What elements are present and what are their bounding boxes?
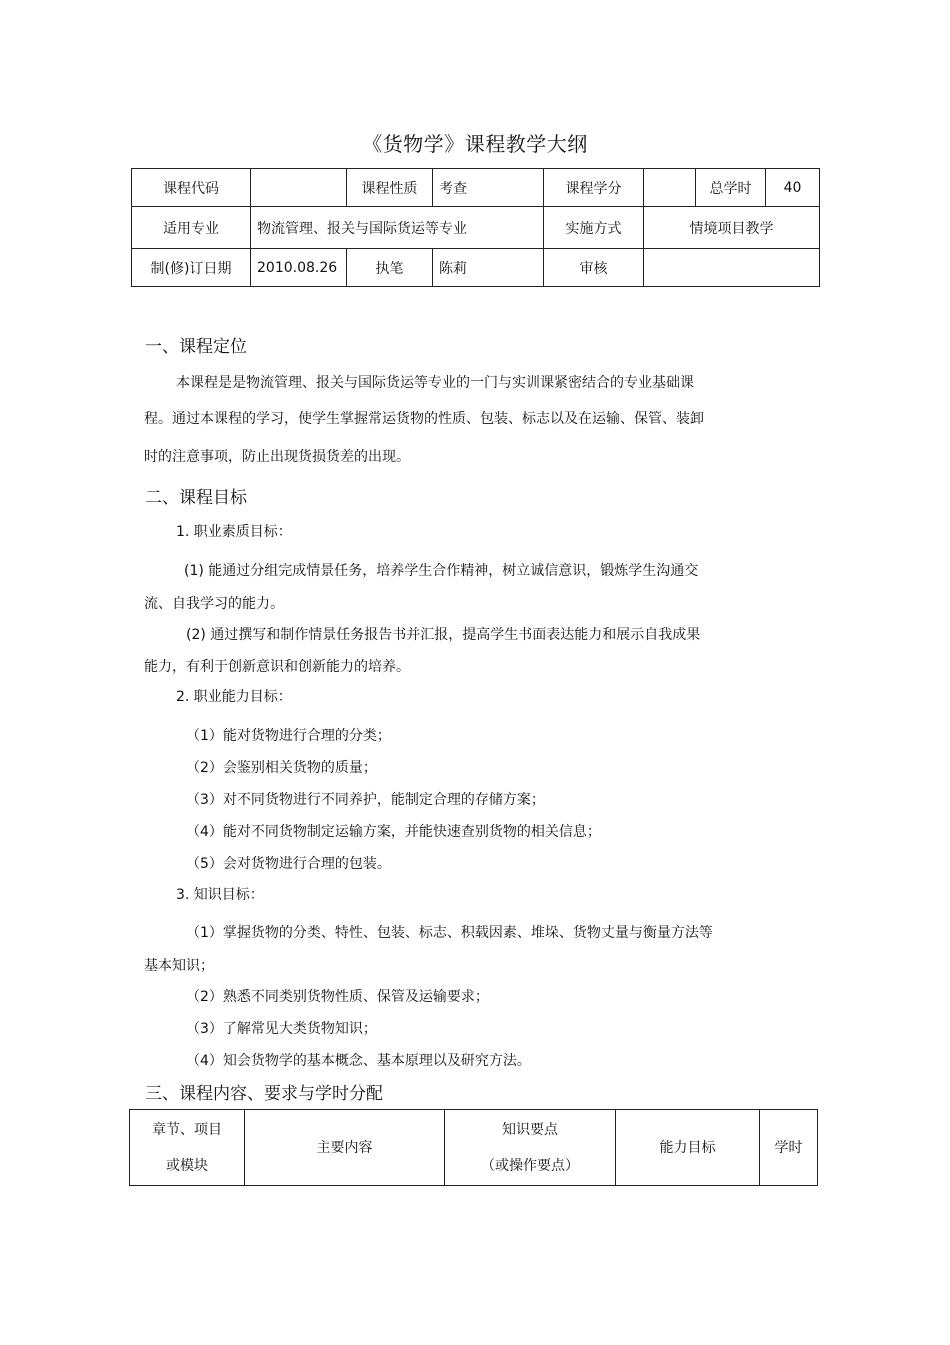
list-item: 基本知识； — [144, 958, 214, 974]
paragraph-line: 时的注意事项，防止出现货损货差的出现。 — [144, 449, 410, 465]
column-header-ability-goals: 能力目标 — [616, 1110, 760, 1186]
revision-date-label: 制(修)订日期 — [132, 249, 251, 287]
list-item: （4）能对不同货物制定运输方案，并能快速查别货物的相关信息； — [186, 824, 601, 840]
applicable-major-label: 适用专业 — [132, 207, 251, 249]
column-header-knowledge-points — [445, 1110, 616, 1186]
course-credit-label: 课程学分 — [544, 169, 644, 207]
course-nature-label: 课程性质 — [347, 169, 433, 207]
reviewer-value — [644, 249, 820, 287]
course-code-label: 课程代码 — [132, 169, 251, 207]
column-header-chapter — [130, 1110, 245, 1186]
list-item: （3）了解常见大类货物知识； — [186, 1021, 377, 1037]
implementation-method-value: 情境项目教学 — [644, 207, 820, 249]
course-code-value — [251, 169, 347, 207]
section-heading-course-positioning: 一、课程定位 — [145, 337, 247, 357]
list-item: （2）会鉴别相关货物的质量； — [186, 760, 377, 776]
implementation-method-label: 实施方式 — [544, 207, 644, 249]
table-row — [132, 207, 820, 249]
reviewer-label: 审核 — [544, 249, 644, 287]
subheading-knowledge: 3. 知识目标： — [176, 887, 264, 903]
author-value: 陈莉 — [433, 249, 544, 287]
column-header-knowledge-line2: （或操作要点） — [481, 1157, 579, 1174]
course-content-table — [129, 1109, 818, 1186]
paragraph-line: 能力，有利于创新意识和创新能力的培养。 — [144, 659, 410, 675]
paragraph-line: 程。通过本课程的学习，使学生掌握常运货物的性质、包装、标志以及在运输、保管、装卸 — [144, 411, 704, 427]
course-nature-value: 考查 — [433, 169, 544, 207]
section-heading-course-content: 三、课程内容、要求与学时分配 — [145, 1084, 383, 1104]
section-heading-course-objectives: 二、课程目标 — [145, 488, 247, 508]
applicable-major-value: 物流管理、报关与国际货运等专业 — [251, 207, 544, 249]
table-header-row — [130, 1110, 818, 1186]
table-row — [132, 249, 820, 287]
course-info-table — [131, 168, 820, 287]
list-item: （4）知会货物学的基本概念、基本原理以及研究方法。 — [186, 1053, 531, 1069]
paragraph-line: 流、自我学习的能力。 — [144, 596, 284, 612]
author-label: 执笔 — [347, 249, 433, 287]
list-item: （1）掌握货物的分类、特性、包装、标志、积载因素、堆垛、货物丈量与衡量方法等 — [186, 925, 713, 941]
list-item: （1）能对货物进行合理的分类； — [186, 728, 391, 744]
paragraph-line: (2) 通过撰写和制作情景任务报告书并汇报，提高学生书面表达能力和展示自我成果 — [186, 627, 701, 643]
list-item: （2）熟悉不同类别货物性质、保管及运输要求； — [186, 989, 489, 1005]
table-row — [132, 169, 820, 207]
course-credit-value — [644, 169, 696, 207]
list-item: （5）会对货物进行合理的包装。 — [186, 856, 391, 872]
total-hours-label: 总学时 — [696, 169, 766, 207]
column-header-chapter-line2: 或模块 — [166, 1157, 208, 1174]
subheading-professional-ability: 2. 职业能力目标： — [176, 689, 292, 705]
revision-date-value: 2010.08.26 — [251, 249, 347, 287]
list-item: （3）对不同货物进行不同养护，能制定合理的存储方案； — [186, 792, 545, 808]
column-header-knowledge-line1: 知识要点 — [502, 1121, 558, 1138]
column-header-chapter-line1: 章节、项目 — [152, 1121, 222, 1138]
subheading-professional-quality: 1. 职业素质目标： — [176, 524, 292, 540]
total-hours-value: 40 — [766, 169, 820, 207]
column-header-hours: 学时 — [760, 1110, 818, 1186]
paragraph-line: (1) 能通过分组完成情景任务，培养学生合作精神，树立诚信意识，锻炼学生沟通交 — [184, 563, 699, 579]
page-title: 《货物学》课程教学大纲 — [362, 132, 588, 156]
paragraph-line: 本课程是是物流管理、报关与国际货运等专业的一门与实训课紧密结合的专业基础课 — [176, 375, 694, 391]
column-header-main-content: 主要内容 — [245, 1110, 445, 1186]
